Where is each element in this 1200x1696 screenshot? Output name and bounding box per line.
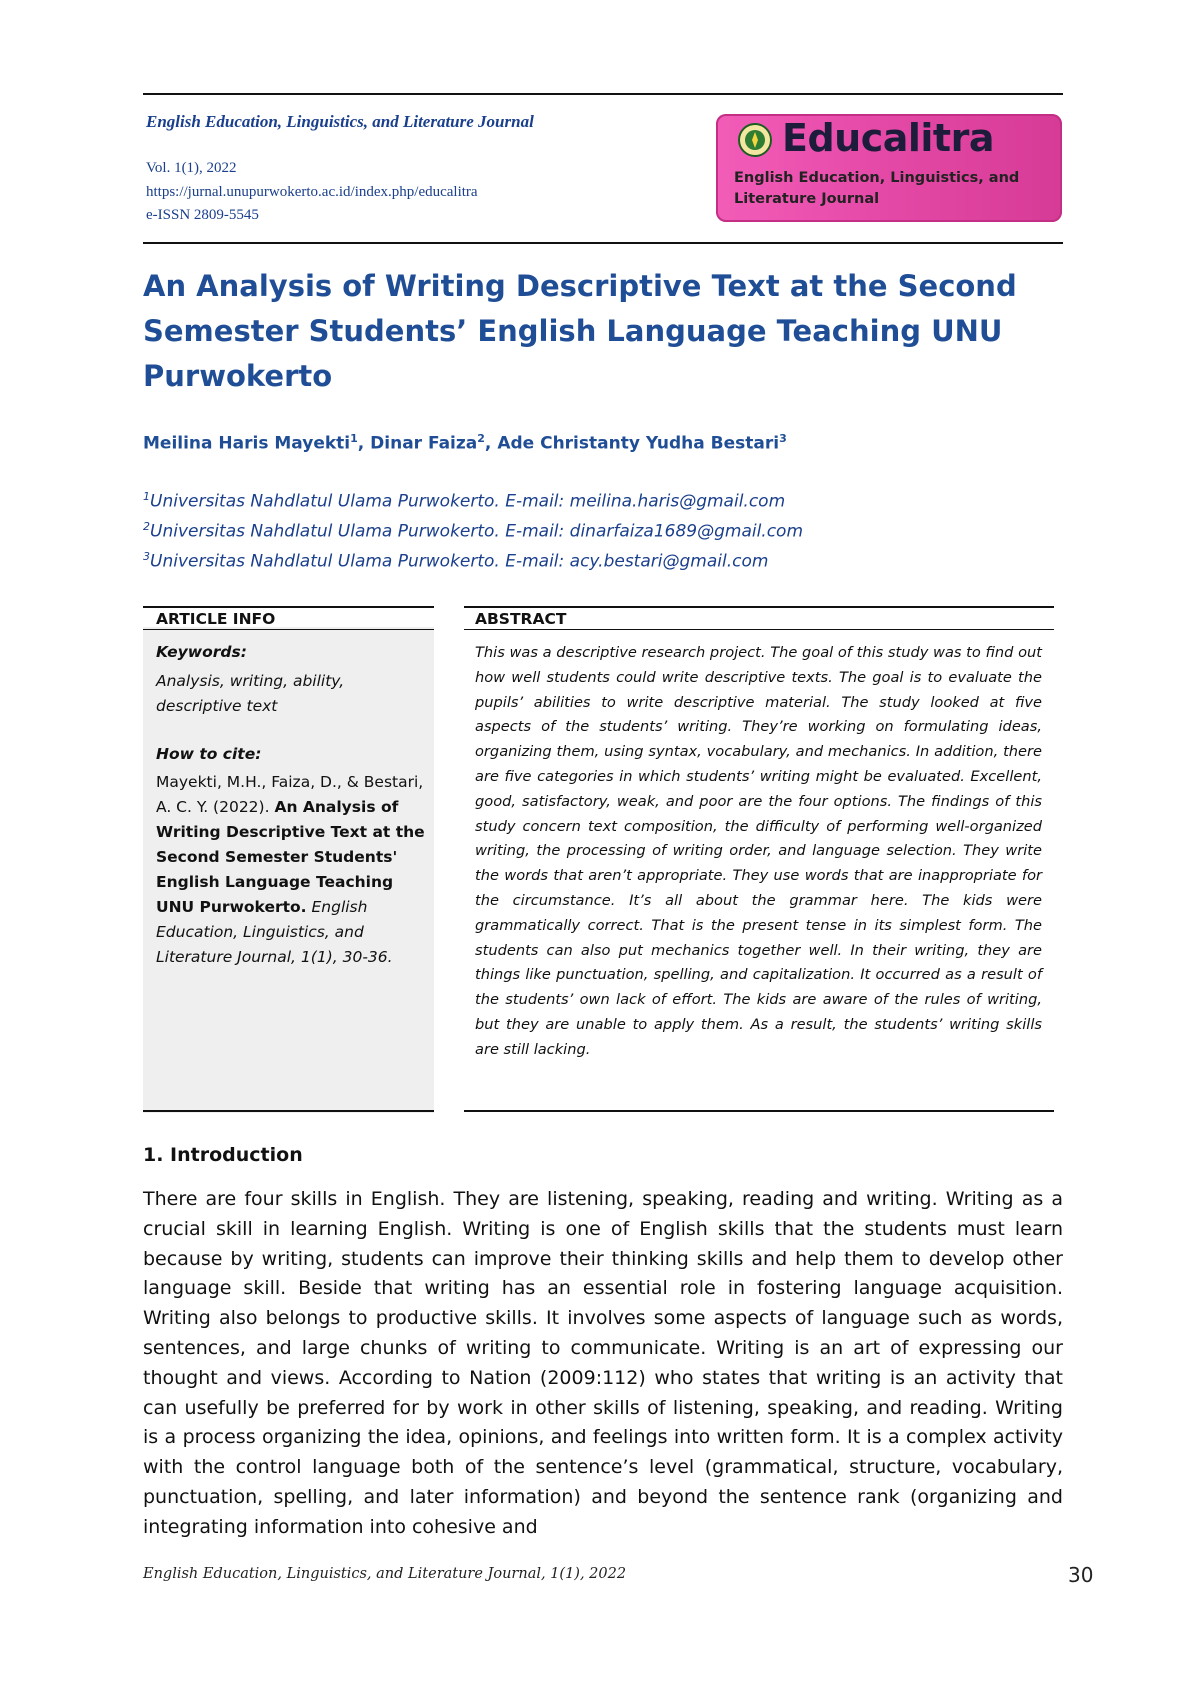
affiliation-text: Universitas Nahdlatul Ulama Purwokerto. E-mail: acy.bestari@gmail.com: [150, 551, 769, 572]
university-emblem-icon: [738, 123, 772, 157]
author-name: Dinar Faiza: [370, 433, 478, 454]
author-sup: 2: [477, 432, 485, 445]
cite-volume: 1(1),: [300, 948, 338, 966]
article-info-top-rule: [143, 606, 434, 608]
introduction-text: There are four skills in English. They are listening, speaking, reading and writing. Writing as a crucial skill in learning English. Writing is one of English skills that the students must learn because by writing, students can improve their thinking skills and help them to develop other language skill. Beside that writing has an essential role in fostering language acquisition. Writing also belongs to productive skills. It involves some aspects of language such as words, sentences, and large chunks of writing to communicate. Writing is an art of expressing our thought and views. According to Nation (2009:112) who states that writing is an activity that can usefully be preferred for by work in other skills of listening, speaking, and reading. Writing is a process organizing the idea, opinions, and feelings into written form. It is a complex activity with the control language both of the sentence’s level (grammatical, structure, vocabulary, punctuation, spelling, and later information) and beyond the sentence rank (organizing and integrating information into cohesive and: [143, 1188, 1063, 1538]
affiliation-3: [143, 550, 768, 572]
cite-pages: 30-36.: [342, 948, 393, 966]
author-sup: 1: [350, 432, 358, 445]
article-info-heading: ARTICLE INFO: [156, 610, 276, 628]
logo-subtitle: English Education, Linguistics, and Literature Journal: [734, 170, 1020, 207]
abstract-head-rule: [464, 629, 1054, 630]
affiliation-text: Universitas Nahdlatul Ulama Purwokerto. E-mail: dinarfaiza1689@gmail.com: [150, 521, 804, 542]
keywords-text: Analysis, writing, ability, descriptive text: [156, 672, 345, 715]
logo-name: Educalitra: [782, 116, 994, 160]
affiliation-sup: 3: [143, 550, 150, 563]
journal-volume: Vol. 1(1), 2022: [146, 160, 237, 176]
abstract-text: This was a descriptive research project. The goal of this study was to find out how well students could write descriptive texts. The goal is to evaluate the pupils’ abilities to write descriptive material. The study looked at five aspects of the students’ writing. They’re working on formulating ideas, organizing them, using syntax, vocabulary, and mechanics. In addition, there are five categories in which students’ writing might be evaluated. Excellent, good, satisfactory, weak, and poor are the four options. The findings of this study concern text composition, the difficulty of performing well-organized writing, the processing of writing order, and language selection. They write the words that aren’t appropriate. They use words that are inappropriate for the circumstance. It’s all about the grammar here. The kids were grammatically correct. That is the present tense in its simplest form. The students can also put mechanics together well. In their writing, they are things like punctuation, spelling, and capitalization. It occurred as a result of the students’ own lack of effort. The kids are aware of the rules of writing, but they are unable to apply them. As a result, the students’ writing skills are still lacking.: [475, 644, 1042, 1058]
author-name: Ade Christanty Yudha Bestari: [497, 433, 780, 454]
abstract-top-rule: [464, 606, 1054, 608]
footer-journal: English Education, Linguistics, and Literature Journal, 1(1), 2022: [143, 1566, 627, 1582]
citation-text: [156, 770, 428, 970]
author-list: Meilina Haris Mayekti$^1$, Dinar Faiza$^2$, Ade Christanty Yudha Bestari$^3$: [143, 432, 787, 454]
journal-name: English Education, Linguistics, and Literature Journal: [146, 112, 534, 131]
keywords-label: Keywords:: [156, 643, 247, 661]
article-title: An Analysis of Writing Descriptive Text at the Second Semester Students’ English Language Teaching UNU Purwokerto: [143, 269, 1017, 393]
affiliation-1: [143, 490, 785, 512]
abstract-bottom-rule: [464, 1110, 1054, 1112]
page-number: 30: [1068, 1563, 1094, 1587]
author-sup: 3: [779, 432, 787, 445]
cite-title: An Analysis of Writing Descriptive Text at the Second Semester Students' English Language Teaching UNU Purwokerto.: [156, 798, 425, 916]
educalitra-logo: [716, 114, 1062, 222]
affiliation-text: Universitas Nahdlatul Ulama Purwokerto. E-mail: meilina.haris@gmail.com: [150, 491, 786, 512]
affiliation-sup: 1: [143, 490, 150, 503]
journal-url[interactable]: https://jurnal.unupurwokerto.ac.id/index.php/educalitra: [146, 184, 478, 200]
cite-journal: English Education, Linguistics, and Literature Journal,: [156, 898, 368, 966]
article-info-head-rule: [143, 629, 434, 630]
cite-authors: Mayekti, M.H., Faiza, D., & Bestari, A. C. Y. (2022).: [156, 773, 424, 816]
abstract-heading: ABSTRACT: [475, 610, 567, 628]
cite-label: How to cite:: [156, 745, 262, 763]
affiliation-sup: 2: [143, 520, 150, 533]
header-bottom-rule: [143, 242, 1063, 244]
article-info-bottom-rule: [143, 1110, 434, 1112]
journal-issn: e-ISSN 2809-5545: [146, 207, 259, 223]
affiliation-2: [143, 520, 803, 542]
header-top-rule: [143, 93, 1063, 95]
author-name: Meilina Haris Mayekti: [143, 433, 351, 454]
introduction-heading: 1. Introduction: [143, 1144, 303, 1166]
